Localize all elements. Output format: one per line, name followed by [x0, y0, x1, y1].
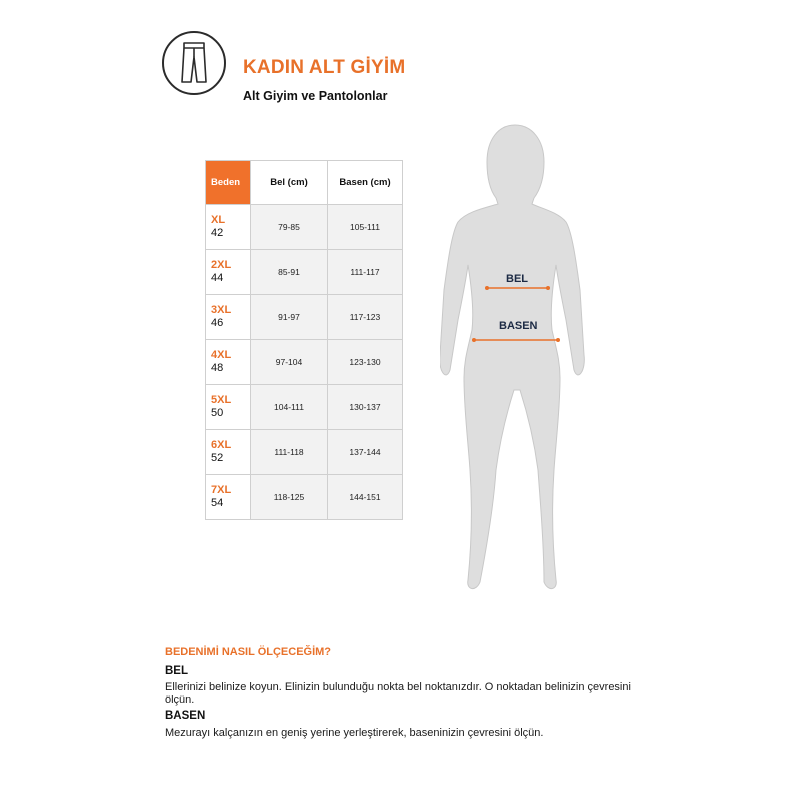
size-number: 48 — [211, 362, 224, 374]
header-bel: Bel (cm) — [251, 161, 328, 205]
bel-description: Ellerinizi belinize koyun. Elinizin bulunduğu nokta bel noktanızdır. O noktadan belinizin çevresini ölçün. — [165, 681, 631, 706]
basen-value: 144-151 — [328, 475, 403, 520]
page-title: KADIN ALT GİYİM — [243, 57, 406, 78]
table-row — [206, 205, 403, 250]
table-header-row — [206, 161, 403, 205]
size-number: 54 — [211, 497, 224, 509]
bel-value: 118-125 — [251, 475, 328, 520]
basen-value: 117-123 — [328, 295, 403, 340]
bel-value: 97-104 — [251, 340, 328, 385]
size-number: 44 — [211, 272, 224, 284]
size-cell — [206, 205, 251, 250]
page-subtitle: Alt Giyim ve Pantolonlar — [243, 89, 388, 103]
size-cell — [206, 430, 251, 475]
basen-value: 111-117 — [328, 250, 403, 295]
hip-label: BASEN — [499, 320, 538, 332]
size-code: 6XL — [211, 439, 232, 451]
size-code: 3XL — [211, 304, 232, 316]
table-row — [206, 385, 403, 430]
size-number: 46 — [211, 317, 224, 329]
bel-value: 79-85 — [251, 205, 328, 250]
size-number: 50 — [211, 407, 224, 419]
basen-description: Mezurayı kalçanızın en geniş yerine yerleştirerek, baseninizin çevresini ölçün. — [165, 727, 544, 739]
table-row — [206, 475, 403, 520]
size-table — [205, 160, 403, 520]
bel-value: 104-111 — [251, 385, 328, 430]
pants-icon — [162, 31, 226, 95]
size-code: XL — [211, 214, 226, 226]
basen-heading: BASEN — [165, 710, 206, 722]
basen-value: 137-144 — [328, 430, 403, 475]
size-cell — [206, 475, 251, 520]
size-cell — [206, 385, 251, 430]
basen-value: 130-137 — [328, 385, 403, 430]
size-number: 42 — [211, 227, 224, 239]
howto-title: BEDENİMİ NASIL ÖLÇECEĞİM? — [165, 646, 332, 658]
header-basen: Basen (cm) — [328, 161, 403, 205]
waist-label: BEL — [506, 273, 528, 285]
size-code: 2XL — [211, 259, 232, 271]
bel-value: 111-118 — [251, 430, 328, 475]
table-row — [206, 295, 403, 340]
table-row — [206, 430, 403, 475]
table-row — [206, 340, 403, 385]
header-beden: Beden — [206, 161, 251, 205]
bel-heading: BEL — [165, 665, 188, 677]
size-number: 52 — [211, 452, 224, 464]
size-code: 7XL — [211, 484, 232, 496]
size-code: 4XL — [211, 349, 232, 361]
bel-value: 85-91 — [251, 250, 328, 295]
body-silhouette — [440, 120, 600, 605]
basen-value: 105-111 — [328, 205, 403, 250]
bel-value: 91-97 — [251, 295, 328, 340]
table-row — [206, 250, 403, 295]
size-code: 5XL — [211, 394, 232, 406]
size-cell — [206, 250, 251, 295]
size-cell — [206, 295, 251, 340]
size-cell — [206, 340, 251, 385]
basen-value: 123-130 — [328, 340, 403, 385]
